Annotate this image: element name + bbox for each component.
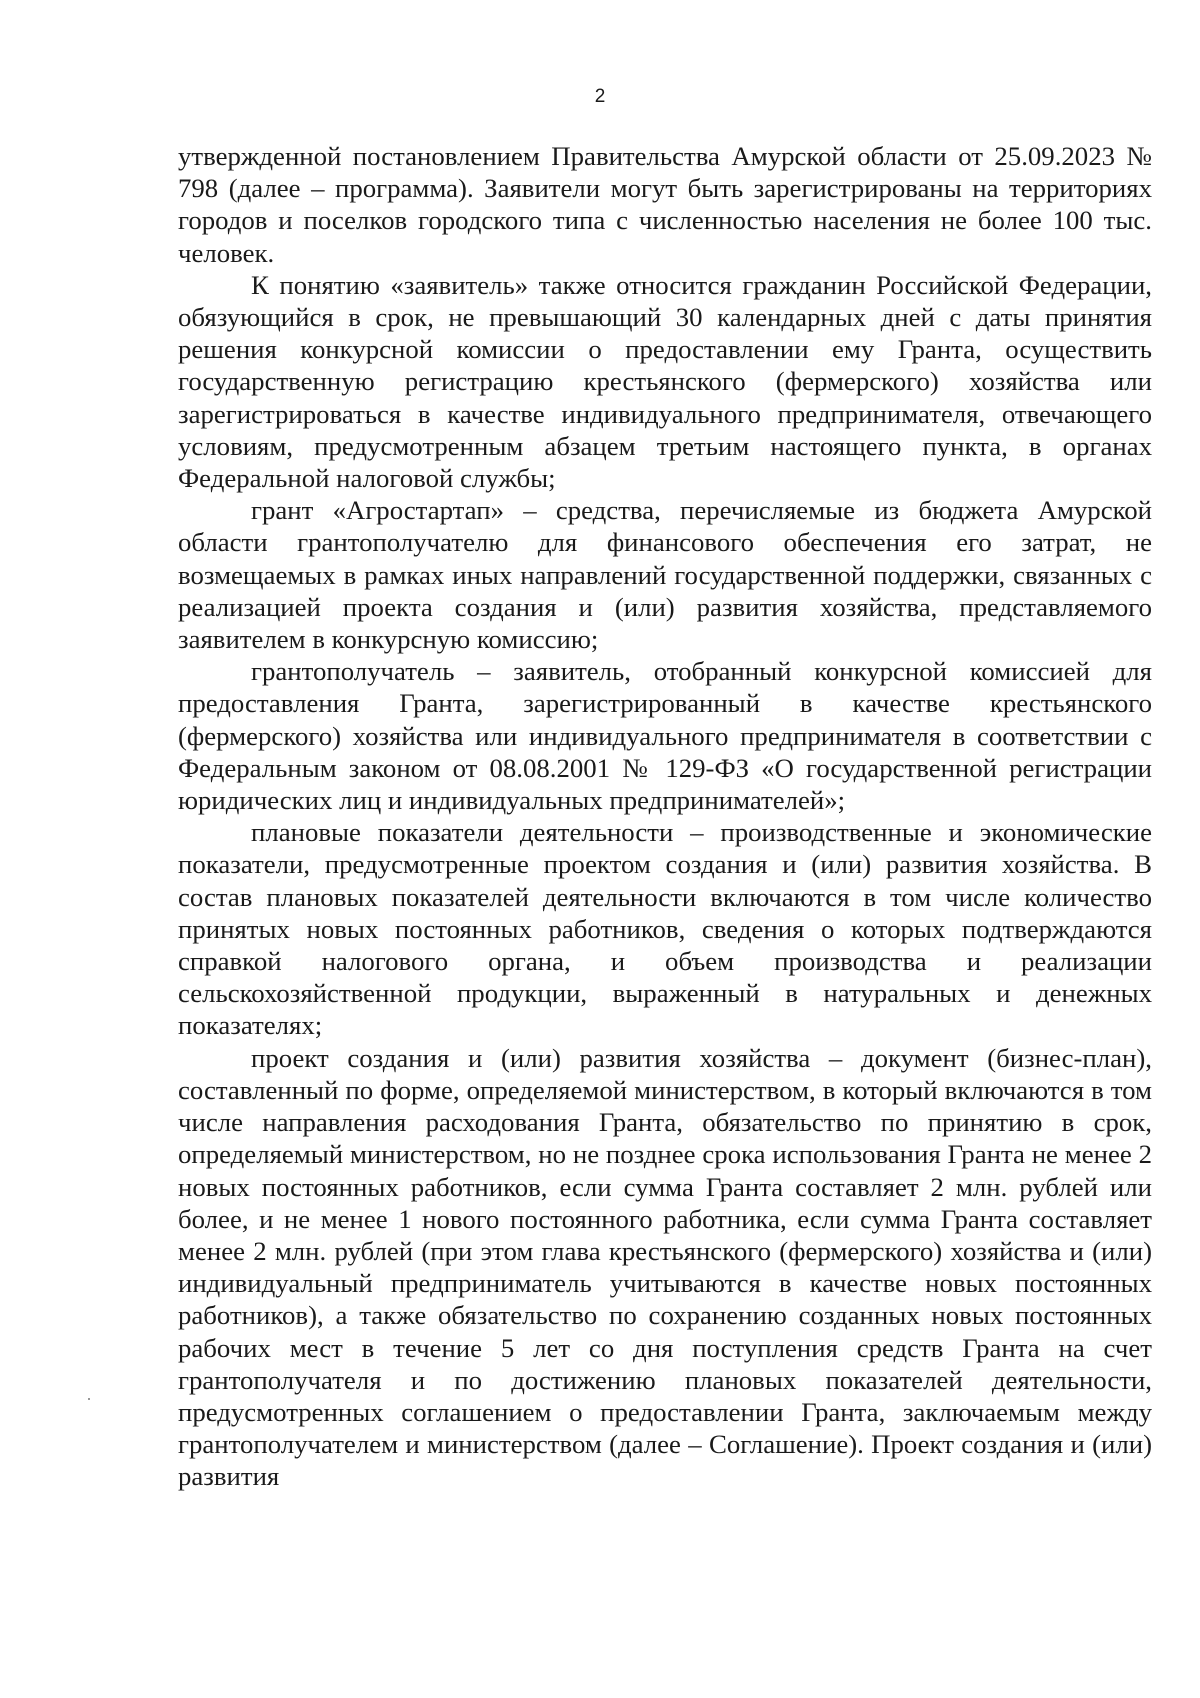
paragraph-grant-recipient: грантополучатель – заявитель, отобранный конкурсной комиссией для предоставления Гранта, зарегистрированный в качестве крестьянского (фермерского) хозяйства или индивидуального предпринимателя в соответствии с Федеральным законом от 08.08.2001 № 129-ФЗ «О государственной регистрации юридических лиц и индивидуальных предпринимателей»; <box>178 656 1152 816</box>
scan-artifact <box>88 1398 90 1400</box>
document-body <box>178 140 1152 1493</box>
paragraph-agrostartup-grant: грант «Агростартап» – средства, перечисляемые из бюджета Амурской области грантополучателю для финансового обеспечения его затрат, не возмещаемых в рамках иных направлений государственной поддержки, связанных с реализацией проекта создания и (или) развития хозяйства, представляемого заявителем в конкурсную комиссию; <box>178 495 1152 655</box>
paragraph-planned-indicators: плановые показатели деятельности – производственные и экономические показатели, предусмотренные проектом создания и (или) развития хозяйства. В состав плановых показателей деятельности включаются в том числе количество принятых новых постоянных работников, сведения о которых подтверждаются справкой налогового органа, и объем производства и реализации сельскохозяйственной продукции, выраженный в натуральных и денежных показателях; <box>178 817 1152 1041</box>
paragraph-applicant-registration: утвержденной постановлением Правительства Амурской области от 25.09.2023 № 798 (далее – программа). Заявители могут быть зарегистрированы на территориях городов и поселков городского типа с численностью населения не более 100 тыс. человек. <box>178 141 1152 268</box>
page-number: 2 <box>594 86 606 107</box>
paragraph-farm-project: проект создания и (или) развития хозяйства – документ (бизнес-план), составленный по форме, определяемой министерством, в который включаются в том числе направления расходования Гранта, обязательство по принятию в срок, определяемый министерством, но не позднее срока использования Гранта не менее 2 новых постоянных работников, если сумма Гранта составляет 2 млн. рублей или более, и не менее 1 нового постоянного работника, если сумма Гранта составляет менее 2 млн. рублей (при этом глава крестьянского (фермерского) хозяйства и (или) индивидуальный предприниматель учитываются в качестве новых постоянных работников), а также обязательство по сохранению созданных новых постоянных рабочих мест в течение 5 лет со дня поступления средств Гранта на счет грантополучателя и по достижению плановых показателей деятельности, предусмотренных соглашением о предоставлении Гранта, заключаемым между грантополучателем и министерством (далее – Соглашение). Проект создания и (или) развития <box>178 1042 1152 1492</box>
paragraph-applicant-definition: К понятию «заявитель» также относится гражданин Российской Федерации, обязующийся в срок, не превышающий 30 календарных дней с даты принятия решения конкурсной комиссии о предоставлении ему Гранта, осуществить государственную регистрацию крестьянского (фермерского) хозяйства или зарегистрироваться в качестве индивидуального предпринимателя, отвечающего условиям, предусмотренным абзацем третьим настоящего пункта, в органах Федеральной налоговой службы; <box>178 269 1152 494</box>
